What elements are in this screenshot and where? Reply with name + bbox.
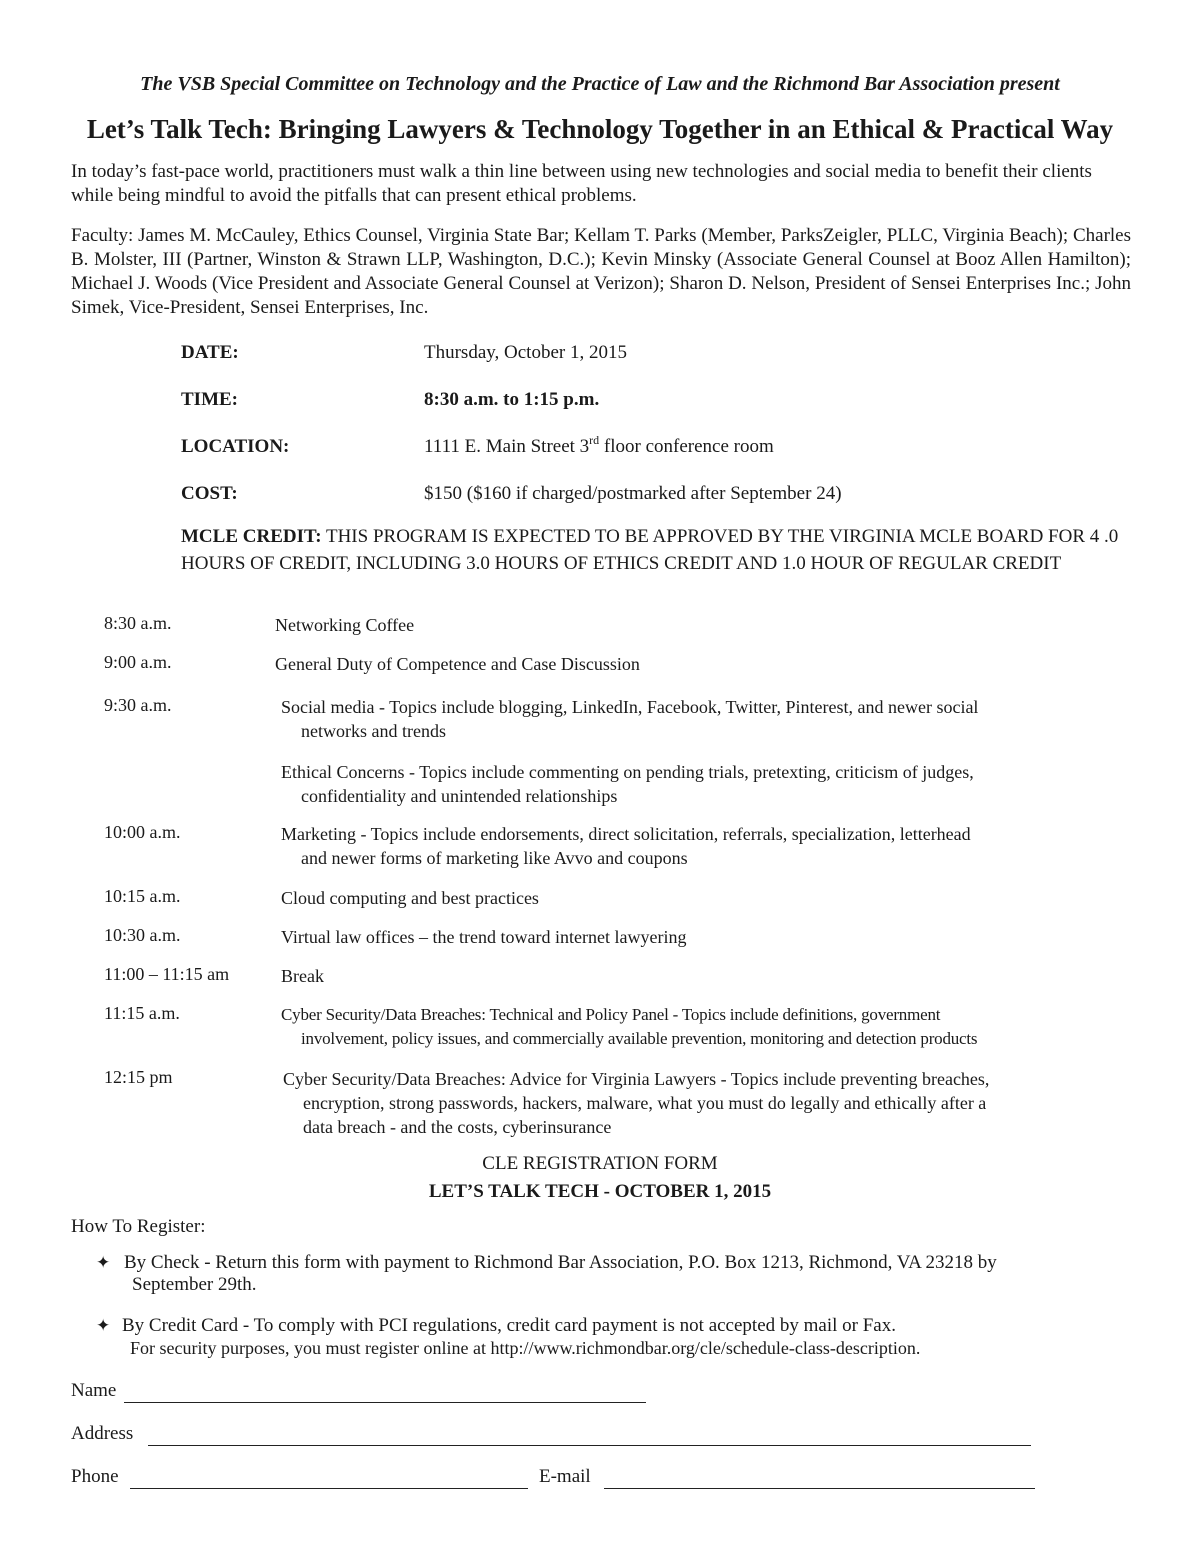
schedule-item: Break [281,966,324,986]
form-title: CLE REGISTRATION FORM [482,1153,718,1174]
email-label: E-mail [539,1466,591,1487]
form-subtitle: LET’S TALK TECH - OCTOBER 1, 2015 [428,1181,772,1202]
name-label: Name [71,1380,117,1401]
faculty-paragraph: Faculty: James M. McCauley, Ethics Counsel, Virginia State Bar; Kellam T. Parks (Member, ParksZeigler, PLLC, Virginia Beach); Charles B. Molster, III (Partner, Winston & Strawn LLP, Washington, D.C.); Kevin Minsky (Associate General Counsel at Booz Allen Hamilton); Michael J. Woods (Vice President and Associate General Counsel at Verizon); Sharon D. Nelson, President of Sensei Enterprises Inc.; John Simek, Vice-President, Sensei Enterprises, Inc. [71,225,1131,318]
credit-card-option: ✦ By Credit Card - To comply with PCI regulations, credit card payment is not accepted by mail or Fax. For security purposes, you must register online at http://www.richmondbar.org/cle/schedule-class-description. [96,1315,921,1358]
schedule-time: 11:00 – 11:15 am [104,964,230,984]
schedule-item: Marketing - Topics include endorsements, direct solicitation, referrals, specialization, letterhead and newer forms of marketing like Avvo and coupons [281,824,971,868]
email-field-line[interactable] [604,1488,1035,1489]
schedule-item: Cyber Security/Data Breaches: Advice for Virginia Lawyers - Topics include preventing breaches, encryption, strong passwords, hackers, malware, what you must do legally and ethically after a data breach - and the costs, cyberinsurance [283,1069,990,1137]
date-value: Thursday, October 1, 2015 [424,342,627,363]
time-label: TIME: [181,389,238,410]
intro-paragraph: In today’s fast-pace world, practitioners must walk a thin line between using new technologies and social media to benefit their clients while being mindful to avoid the pitfalls that can present ethical problems. [71,161,1092,206]
four-pointed-star-icon: ✦ [96,1253,111,1273]
schedule-time: 10:15 a.m. [104,886,181,906]
address-field-line[interactable] [148,1445,1031,1446]
schedule-time: 10:00 a.m. [104,822,181,842]
schedule-item: Virtual law offices – the trend toward internet lawyering [281,927,687,947]
phone-field-line[interactable] [130,1488,528,1489]
schedule-time: 9:00 a.m. [104,652,172,672]
schedule-item: Cloud computing and best practices [281,888,539,908]
schedule-item: Networking Coffee [275,615,415,635]
schedule-item: General Duty of Competence and Case Discussion [275,654,640,674]
schedule-time: 9:30 a.m. [104,695,172,715]
cost-label: COST: [181,483,238,504]
page-title: Let’s Talk Tech: Bringing Lawyers & Technology Together in an Ethical & Practical Way [86,114,1114,144]
location-value: 1111 E. Main Street 3rd floor conference room [424,432,774,457]
schedule-time: 10:30 a.m. [104,925,181,945]
check-option: ✦ By Check - Return this form with payment to Richmond Bar Association, P.O. Box 1213, Richmond, VA 23218 by September 29th. [96,1252,997,1295]
schedule-item: Social media - Topics include blogging, LinkedIn, Facebook, Twitter, Pinterest, and newer social networks and trends [281,697,979,741]
schedule-time: 12:15 pm [104,1067,173,1087]
how-to-register-heading: How To Register: [71,1216,206,1237]
schedule-item: Ethical Concerns - Topics include commenting on pending trials, pretexting, criticism of judges, confidentiality and unintended relationships [281,762,974,806]
presenters-line: The VSB Special Committee on Technology and the Practice of Law and the Richmond Bar Association present [140,73,1060,95]
schedule-time: 11:15 a.m. [104,1003,180,1023]
mcle-text: THIS PROGRAM IS EXPECTED TO BE APPROVED BY THE VIRGINIA MCLE BOARD FOR 4 .0 HOURS OF CREDIT, INCLUDING 3.0 HOURS OF ETHICS CREDIT AND 1.0 HOUR OF REGULAR CREDIT [181,526,1119,574]
schedule-item: Cyber Security/Data Breaches: Technical and Policy Panel - Topics include definitions, government involvement, policy issues, and commercially available prevention, monitoring and detection products [281,1005,978,1048]
mcle-label: MCLE CREDIT: [181,526,322,547]
cost-value: $150 ($160 if charged/postmarked after September 24) [424,483,842,504]
address-label: Address [71,1423,134,1444]
four-pointed-star-icon: ✦ [96,1316,111,1336]
date-label: DATE: [181,342,239,363]
location-label: LOCATION: [181,436,290,457]
name-field-line[interactable] [124,1402,646,1403]
phone-label: Phone [71,1466,119,1487]
time-value: 8:30 a.m. to 1:15 p.m. [424,389,600,410]
schedule-time: 8:30 a.m. [104,613,172,633]
mcle-credit [181,523,1121,577]
